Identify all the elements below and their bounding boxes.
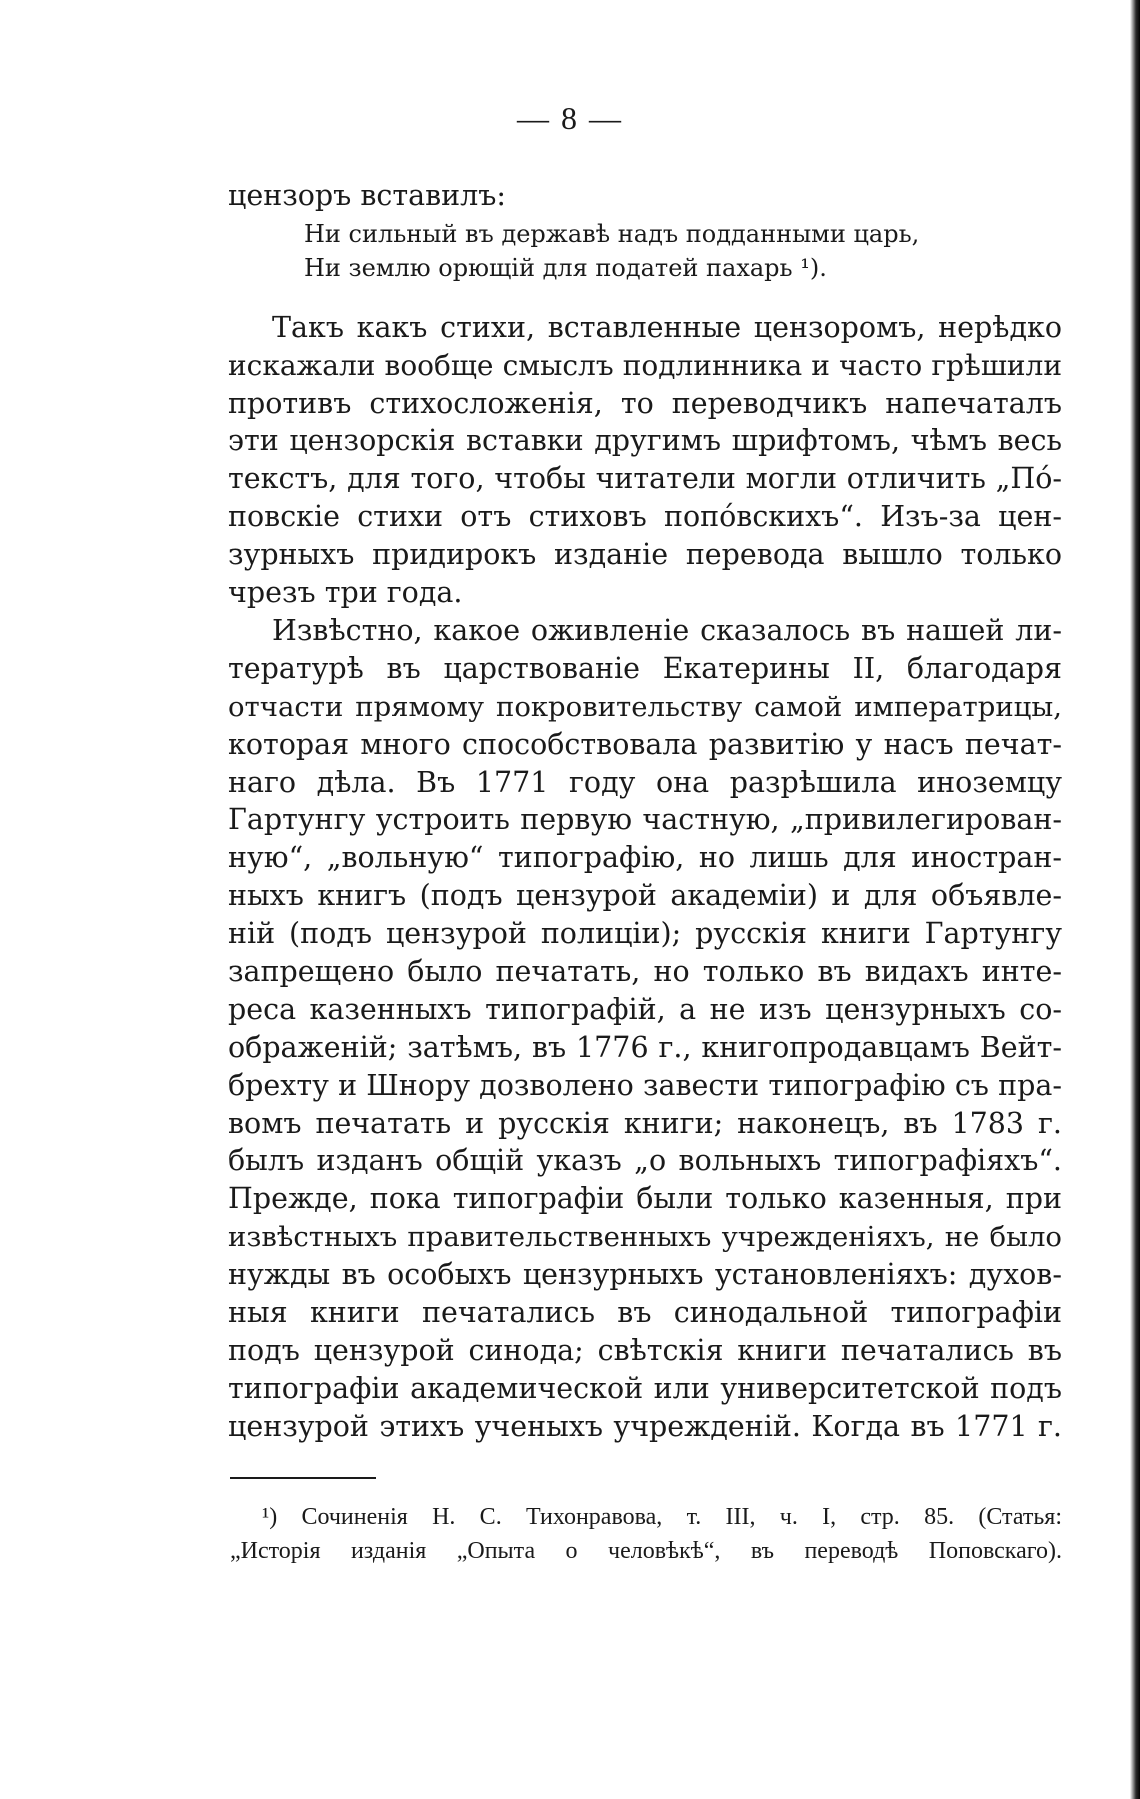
paragraph-line: цензурой этихъ ученыхъ учрежденій. Когда въ 1771 г.	[228, 1410, 1062, 1443]
paragraph-line: ображеній; затѣмъ, въ 1776 г., книгопродавцамъ Вейт-	[228, 1031, 1062, 1064]
paragraph-line: реса казенныхъ типографій, а не изъ цензурныхъ со-	[228, 993, 1062, 1026]
paragraph-line: зурныхъ придирокъ изданіе перевода вышло только	[228, 538, 1062, 571]
paragraph-line: ныхъ книгъ (подъ цензурой академіи) и для объявле-	[228, 879, 1062, 912]
paragraph-line: подъ цензурой синода; свѣтскія книги печатались въ	[228, 1334, 1062, 1367]
paragraph-line: нужды въ особыхъ цензурныхъ установленіяхъ: духов-	[228, 1258, 1062, 1291]
paragraph-line: извѣстныхъ правительственныхъ учрежденіяхъ, не было	[228, 1221, 1062, 1253]
verse-line: Ни сильный въ державѣ надъ подданными царь,	[304, 220, 920, 248]
paragraph-line: повскіе стихи отъ стиховъ попо́вскихъ“. Изъ-за цен-	[228, 500, 1062, 533]
footnote-line: „Исторія изданія „Опыта о человѣкѣ“, въ переводѣ Поповскаго).	[230, 1538, 1062, 1564]
verse-line: Ни землю орющій для податей пахарь ¹).	[304, 254, 827, 282]
paragraph-line: текстъ, для того, чтобы читатели могли отличить „По́-	[228, 462, 1062, 495]
paragraph-line: тературѣ въ царствованіе Екатерины II, благодаря	[228, 652, 1062, 685]
paragraph-line: былъ изданъ общій указъ „о вольныхъ типографіяхъ“.	[228, 1144, 1062, 1177]
paragraph-line: отчасти прямому покровительству самой императрицы,	[228, 691, 1062, 723]
paragraph-line: запрещено было печатать, но только въ видахъ инте-	[228, 955, 1062, 988]
paragraph-line: чрезъ три года.	[228, 576, 463, 609]
paragraph-line: Прежде, пока типографіи были только казенныя, при	[228, 1182, 1062, 1215]
paragraph-line: противъ стихосложенія, то переводчикъ напечаталъ	[228, 387, 1062, 420]
paragraph-line: ную“, „вольную“ типографію, но лишь для иностран-	[228, 841, 1062, 874]
paragraph-line: которая много способствовала развитію у насъ печат-	[228, 728, 1062, 761]
paragraph-line: ній (подъ цензурой полиціи); русскія книги Гартунгу	[228, 917, 1062, 950]
paragraph-line: вомъ печатать и русскія книги; наконецъ, въ 1783 г.	[228, 1107, 1062, 1140]
page-number: — 8 —	[517, 100, 623, 136]
paragraph-line: Такъ какъ стихи, вставленные цензоромъ, нерѣдко	[272, 311, 1062, 344]
paragraph-line: эти цензорскія вставки другимъ шрифтомъ, чѣмъ весь	[228, 424, 1062, 457]
paragraph-line: брехту и Шнору дозволено завести типографію съ пра-	[228, 1069, 1062, 1102]
intro-line: цензоръ вставилъ:	[228, 179, 506, 212]
scan-page-edge	[1130, 0, 1140, 1799]
paragraph-line: Гартунгу устроить первую частную, „привилегирован-	[228, 803, 1062, 836]
paragraph-line: ныя книги печатались въ синодальной типографіи	[228, 1296, 1062, 1329]
paragraph-line: искажали вообще смыслъ подлинника и часто грѣшили	[228, 349, 1062, 382]
paragraph-line: наго дѣла. Въ 1771 году она разрѣшила иноземцу	[228, 766, 1062, 799]
paragraph-line: типографіи академической или университетской подъ	[228, 1372, 1062, 1405]
footnote-line: ¹) Сочиненія Н. С. Тихонравова, т. III, ч. I, стр. 85. (Статья:	[262, 1504, 1062, 1530]
footnote-rule	[230, 1477, 376, 1479]
paragraph-line: Извѣстно, какое оживленіе сказалось въ нашей ли-	[272, 614, 1062, 647]
